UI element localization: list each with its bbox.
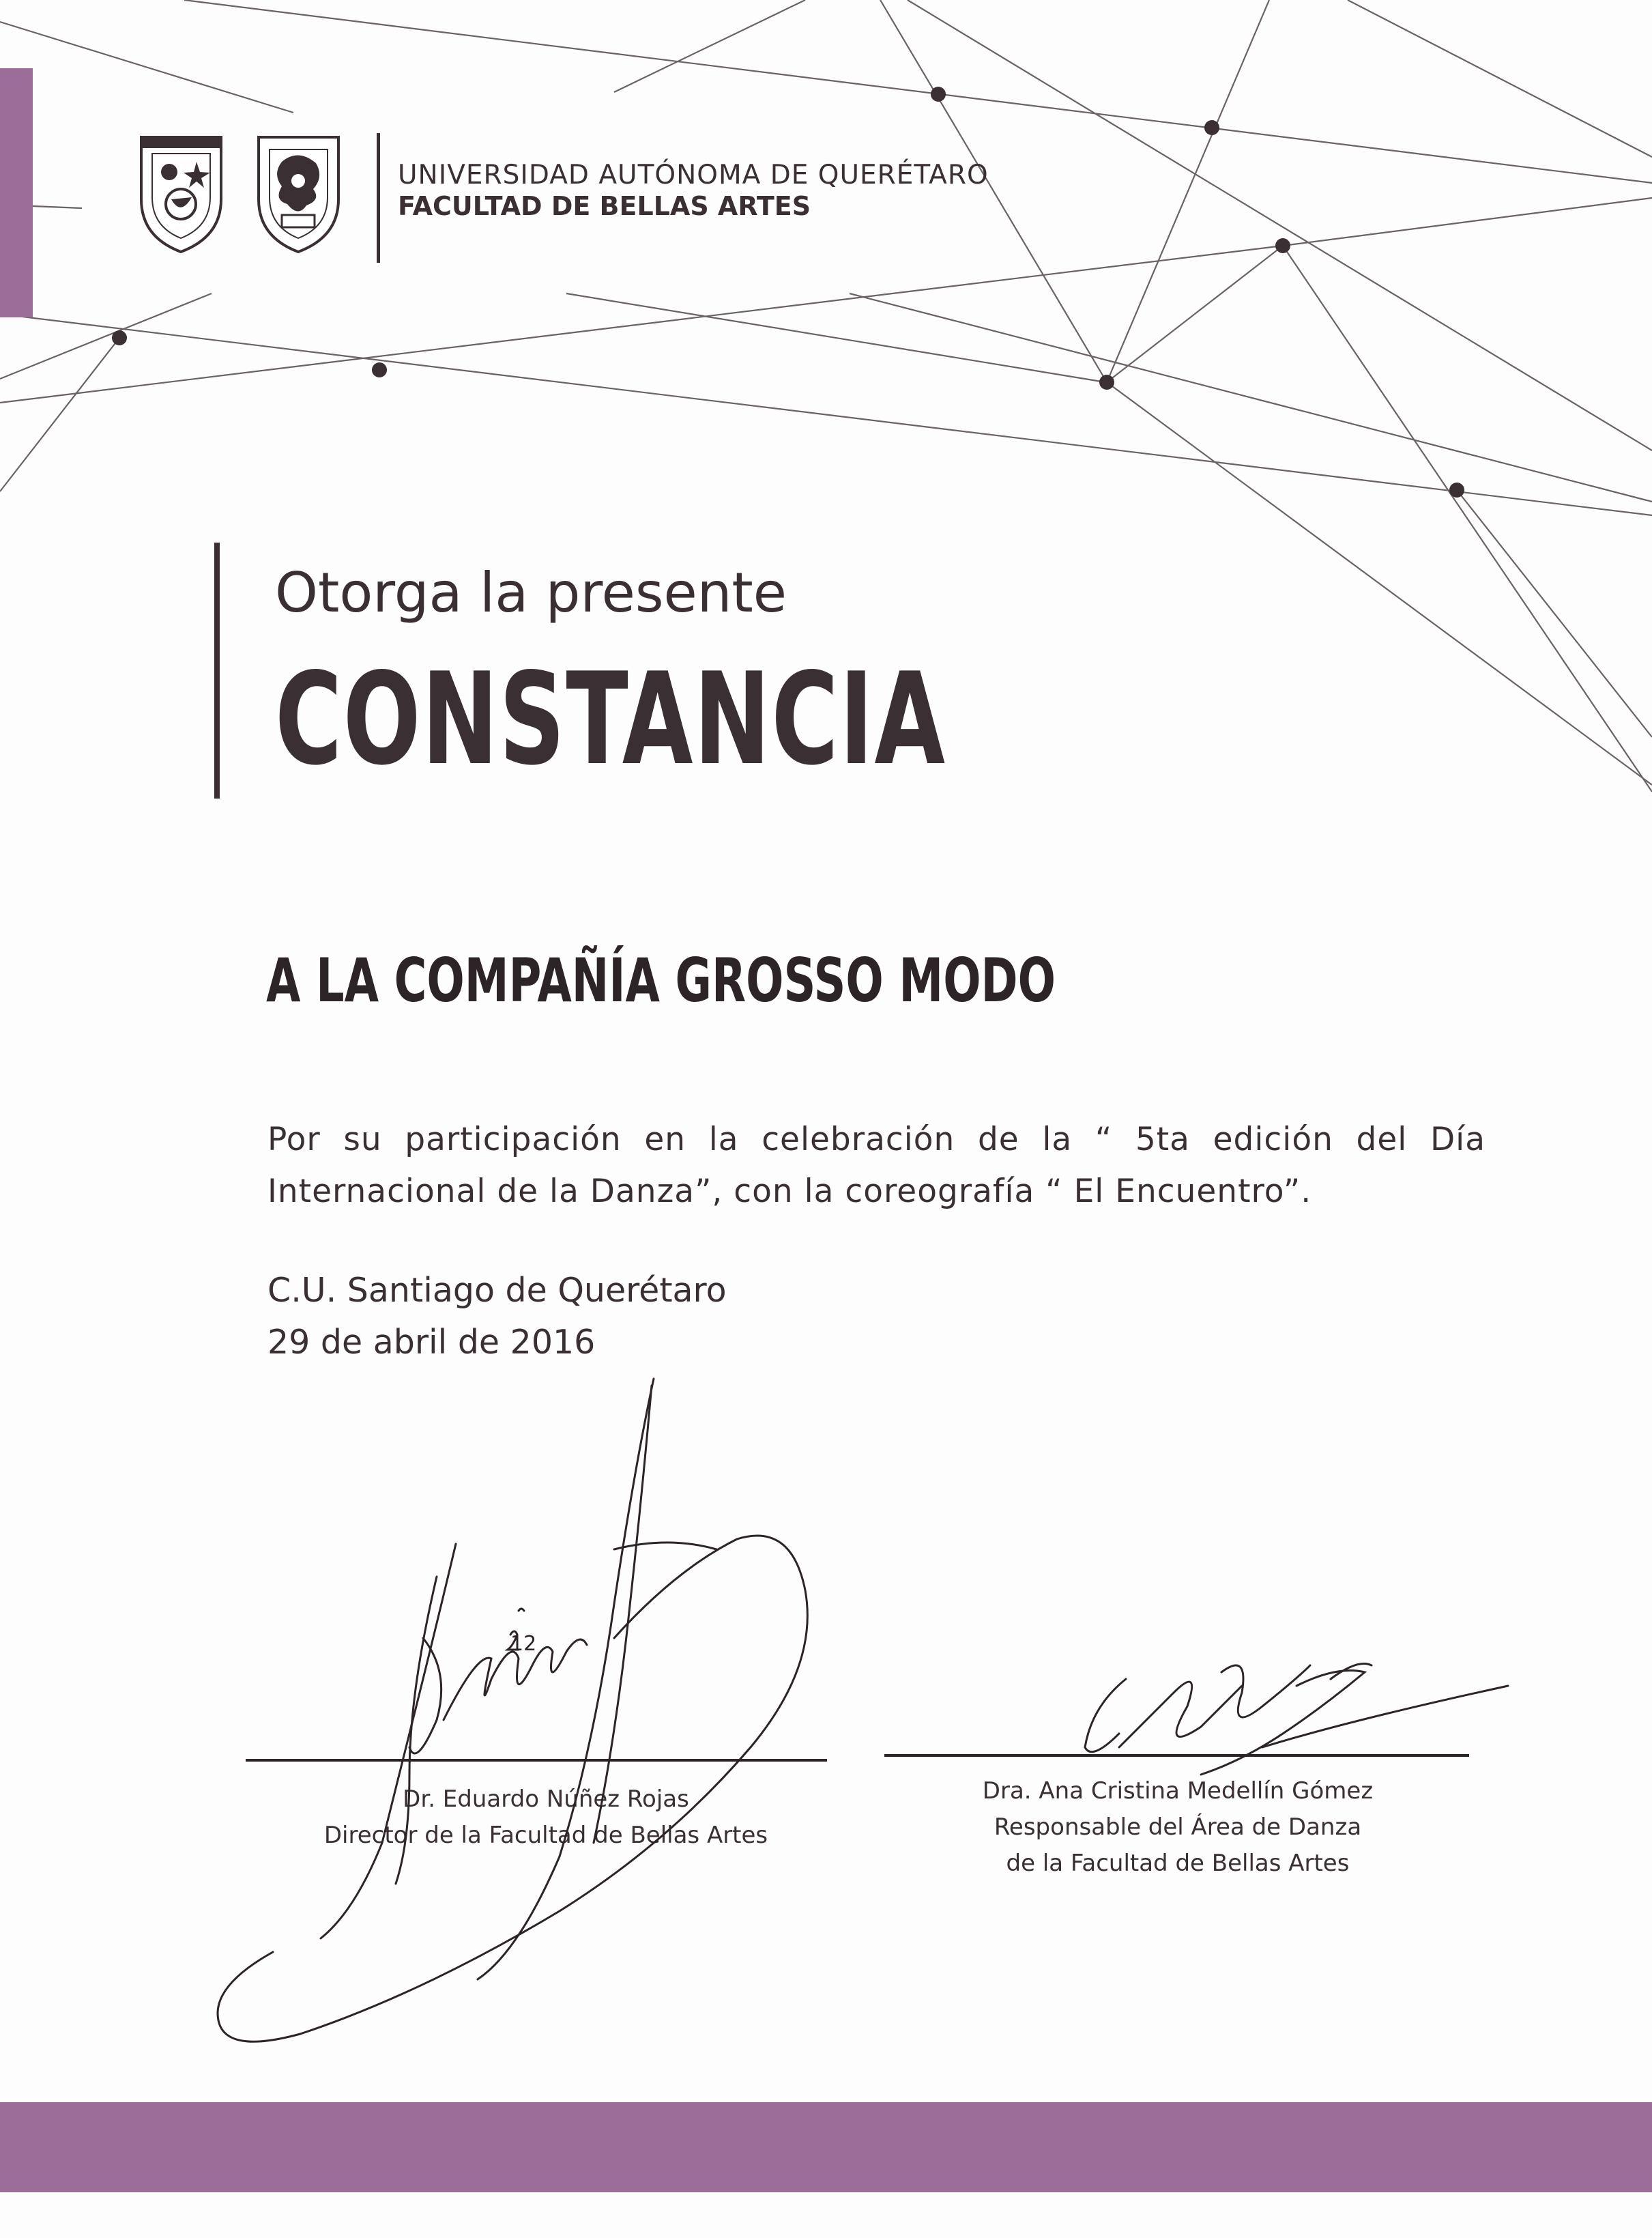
certificate-body: Por su participación en la celebración de la “ 5ta edición del Día Internacional de la Danza”, con la coreografía “ El Encuentro”. <box>267 1121 1486 1210</box>
signatory-left-name: Dr. Eduardo Núñez Rojas <box>403 1785 689 1813</box>
signatory-right <box>905 1773 1451 1882</box>
pre-title: Otorga la presente <box>275 561 787 625</box>
university-name: UNIVERSIDAD AUTÓNOMA DE QUERÉTARO <box>398 160 989 190</box>
title-rule <box>214 543 220 799</box>
signature-left <box>218 1379 807 2041</box>
date: 29 de abril de 2016 <box>267 1323 596 1362</box>
place: C.U. Santiago de Querétaro <box>267 1271 727 1310</box>
recipient: A LA COMPAÑÍA GROSSO MODO <box>266 945 1056 1016</box>
header-divider <box>377 133 380 263</box>
signature-line-right <box>884 1754 1469 1757</box>
signature-right <box>1085 1664 1508 1775</box>
bellas-artes-seal-icon <box>256 134 341 254</box>
left-accent-bar <box>0 68 33 317</box>
faculty-name: FACULTAD DE BELLAS ARTES <box>398 191 811 221</box>
signature-line-left <box>246 1759 827 1762</box>
signatory-left-role: Director de la Facultad de Bellas Artes <box>323 1822 768 1849</box>
uaq-seal-icon <box>139 134 224 254</box>
signature-note: 12 <box>510 1632 537 1656</box>
bottom-accent-bar <box>0 2102 1652 2192</box>
signatory-right-name: Dra. Ana Cristina Medellín Gómez <box>982 1777 1374 1805</box>
certificate-title: CONSTANCIA <box>275 645 946 793</box>
signatory-right-role-2: de la Facultad de Bellas Artes <box>1006 1850 1350 1877</box>
signatory-right-role-1: Responsable del Área de Danza <box>994 1813 1362 1841</box>
signatory-left <box>273 1781 819 1854</box>
